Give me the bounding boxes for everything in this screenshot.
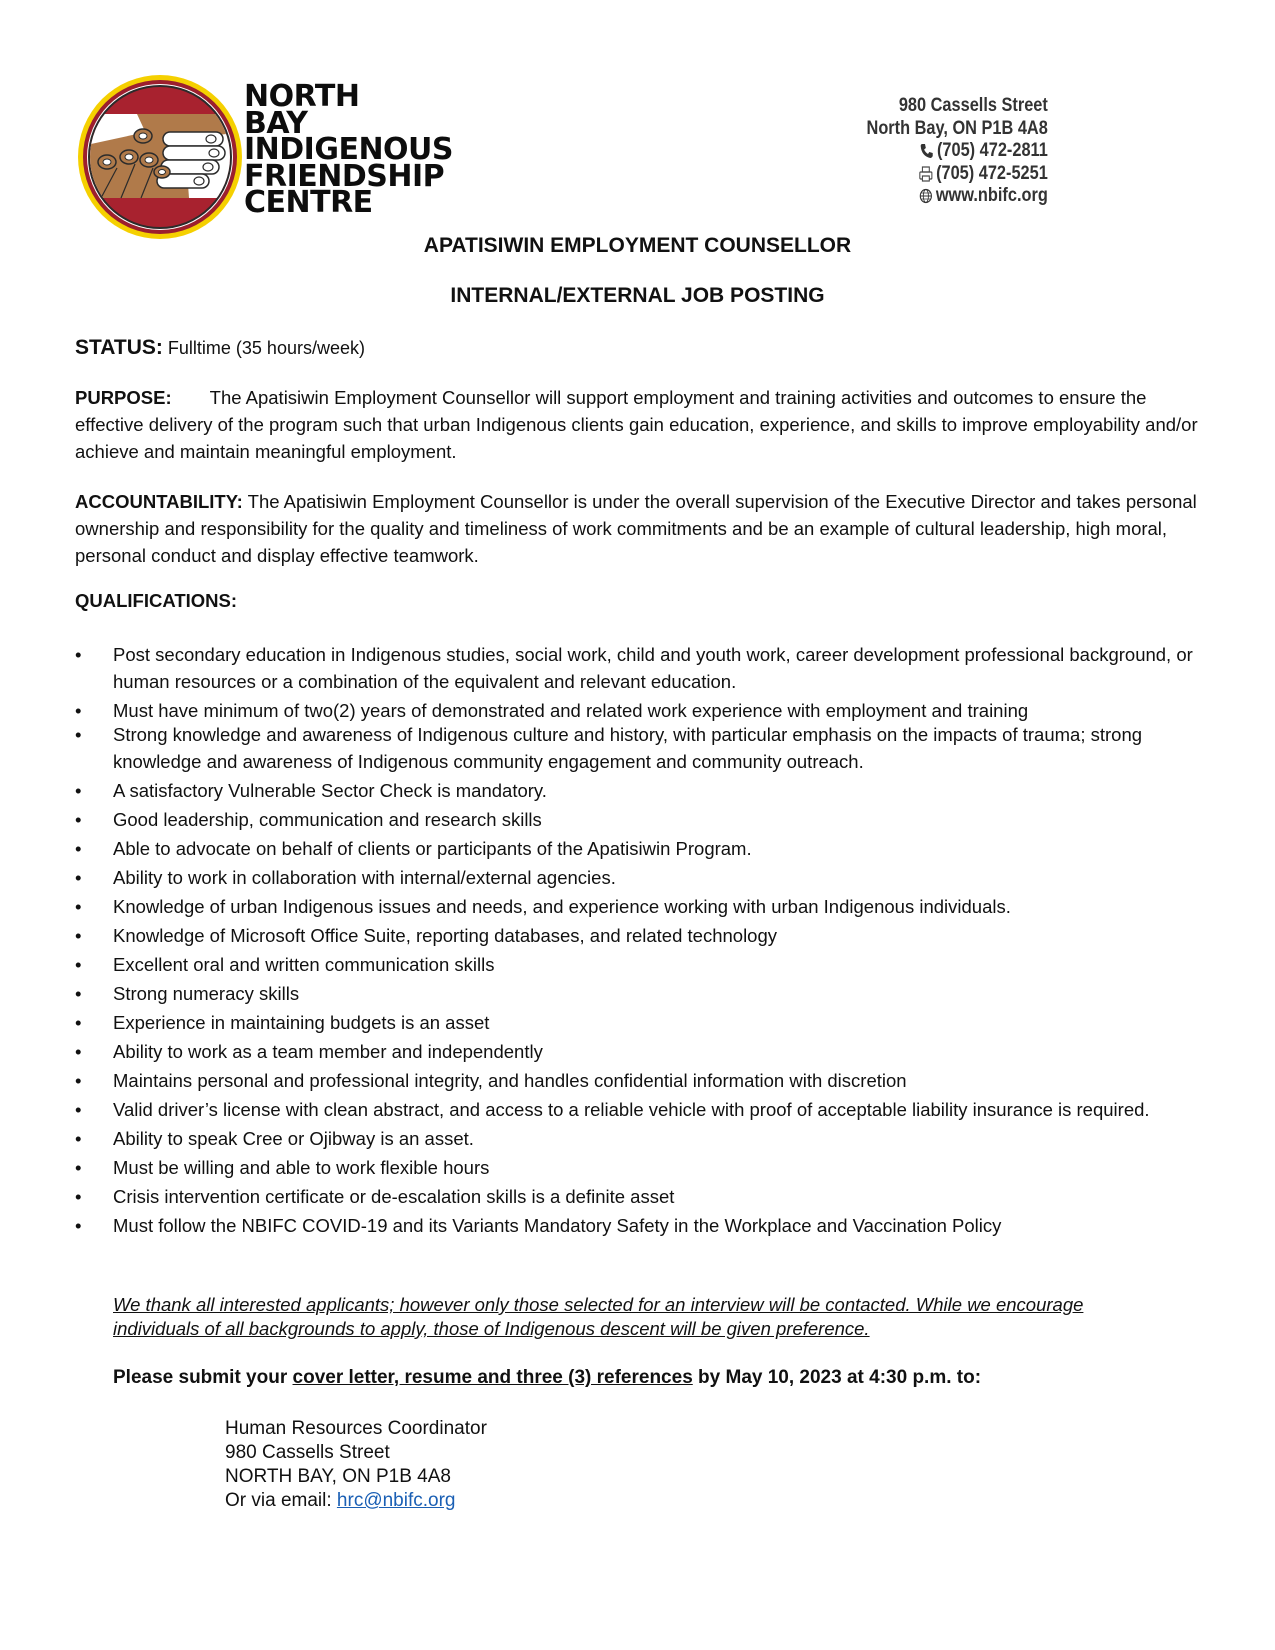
bullet-icon: •: [75, 954, 82, 975]
qualification-text: Ability to work as a team member and independently: [113, 1041, 543, 1062]
contact-city: North Bay, ON P1B 4A8: [866, 117, 1048, 139]
bullet-icon: •: [75, 867, 82, 888]
contact-phone: (705) 472-2811: [937, 140, 1048, 161]
bullet-icon: •: [75, 644, 82, 665]
qualification-text: Able to advocate on behalf of clients or participants of the Apatisiwin Program.: [113, 838, 752, 859]
bullet-icon: •: [75, 1157, 82, 1178]
qualification-text: Must be willing and able to work flexible hours: [113, 1157, 490, 1178]
submit-instructions: [113, 1367, 981, 1389]
qualification-text: Knowledge of Microsoft Office Suite, reporting databases, and related technology: [113, 925, 778, 946]
list-item: [75, 980, 1205, 1007]
address-street: 980 Cassells Street: [225, 1442, 390, 1463]
qualification-text: Strong knowledge and awareness of Indigenous culture and history, with particular emphasis on the impacts of trauma; strong knowledge and awareness of Indigenous community engagement and community outreach.: [113, 724, 1143, 772]
bullet-icon: •: [75, 780, 82, 801]
list-item: [75, 835, 1205, 862]
org-name-line: FRIENDSHIP: [244, 158, 445, 194]
address-email-row: [225, 1489, 487, 1513]
purpose-label: PURPOSE:: [75, 387, 172, 408]
qualification-text: Must have minimum of two(2) years of demonstrated and related work experience with employment and training: [113, 700, 1029, 721]
list-item: [75, 1009, 1205, 1036]
purpose-text: The Apatisiwin Employment Counsellor will support employment and training activities and outcomes to ensure the effective delivery of the program such that urban Indigenous clients gain education, experience, and skills to improve employability and/or achieve and maintain meaningful employment.: [75, 387, 1198, 462]
qualification-text: Post secondary education in Indigenous studies, social work, child and youth work, career development professional background, or human resources or a combination of the equivalent and relevant education.: [113, 644, 1193, 692]
qualification-text: Good leadership, communication and research skills: [113, 809, 542, 830]
fax-icon: [919, 166, 933, 182]
contact-website[interactable]: www.nbifc.org: [936, 185, 1048, 206]
mailing-address: [225, 1417, 487, 1513]
bullet-icon: •: [75, 700, 82, 721]
submit-deadline: by May 10, 2023 at 4:30 p.m. to:: [692, 1367, 982, 1388]
phone-icon: [920, 143, 934, 159]
org-name: [244, 79, 454, 220]
contact-street: 980 Cassells Street: [899, 95, 1048, 116]
address-city: NORTH BAY, ON P1B 4A8: [225, 1466, 451, 1487]
bullet-icon: •: [75, 724, 82, 745]
list-item: [75, 697, 1205, 724]
org-name-line: CENTRE: [244, 185, 373, 220]
qualification-text: Strong numeracy skills: [113, 983, 300, 1004]
bullet-icon: •: [75, 925, 82, 946]
contact-fax-row: [867, 163, 1048, 186]
email-link[interactable]: hrc@nbifc.org: [336, 1490, 456, 1511]
bullet-icon: •: [75, 1070, 82, 1091]
org-name-line: NORTH: [244, 79, 360, 114]
list-item: [75, 641, 1205, 695]
list-item: [75, 777, 1205, 804]
purpose-section: [75, 384, 1205, 465]
list-item: [75, 806, 1205, 833]
posting-type: INTERNAL/EXTERNAL JOB POSTING: [450, 284, 825, 307]
bullet-icon: •: [75, 1041, 82, 1062]
contact-fax: (705) 472-5251: [936, 162, 1048, 184]
job-title: APATISIWIN EMPLOYMENT COUNSELLOR: [423, 234, 852, 257]
contact-phone-row: [867, 140, 1048, 163]
qualification-text: Excellent oral and written communication skills: [113, 954, 495, 975]
address-recipient: Human Resources Coordinator: [225, 1418, 487, 1439]
qualifications-heading: QUALIFICATIONS:: [75, 590, 238, 611]
contact-website-row: [867, 185, 1048, 208]
list-item: [75, 864, 1205, 891]
contact-block: [867, 95, 1048, 208]
bullet-icon: •: [75, 838, 82, 859]
bullet-icon: •: [75, 1012, 82, 1033]
list-item: [75, 721, 1205, 775]
org-name-line: BAY: [244, 105, 308, 141]
bullet-icon: •: [75, 983, 82, 1004]
bullet-icon: •: [75, 1128, 82, 1149]
bullet-icon: •: [75, 896, 82, 917]
list-item: [75, 1154, 1205, 1181]
disclaimer-note: We thank all interested applicants; however only those selected for an interview will be contacted. While we encourage individuals of all backgrounds to apply, those of Indigenous descent will be given preference.: [113, 1294, 1084, 1339]
status-value: Fulltime (35 hours/week): [167, 338, 365, 358]
qualification-text: A satisfactory Vulnerable Sector Check is mandatory.: [113, 780, 547, 801]
qualification-text: Maintains personal and professional integrity, and handles confidential information with discretion: [113, 1070, 907, 1091]
list-item: [75, 922, 1205, 949]
qualification-text: Must follow the NBIFC COVID-19 and its Variants Mandatory Safety in the Workplace and Vaccination Policy: [113, 1215, 1002, 1236]
submit-documents: cover letter, resume and three (3) references: [292, 1367, 693, 1388]
list-item: [75, 951, 1205, 978]
status-section: [75, 336, 365, 360]
qualification-text: Knowledge of urban Indigenous issues and needs, and experience working with urban Indigenous individuals.: [113, 896, 1011, 917]
org-logo: [77, 74, 243, 240]
accountability-section: [75, 488, 1205, 569]
qualification-text: Valid driver’s license with clean abstract, and access to a reliable vehicle with proof of acceptable liability insurance is required.: [113, 1099, 1150, 1120]
org-name-line: INDIGENOUS: [244, 132, 454, 167]
bullet-icon: •: [75, 1099, 82, 1120]
accountability-text: The Apatisiwin Employment Counsellor is under the overall supervision of the Executive Director and takes personal ownership and responsibility for the quality and timeliness of work commitments and be an example of cultural leadership, high moral, personal conduct and display effective teamwork.: [75, 491, 1197, 566]
bullet-icon: •: [75, 809, 82, 830]
qualification-text: Ability to work in collaboration with internal/external agencies.: [113, 867, 616, 888]
submit-prefix: Please submit your: [113, 1367, 293, 1388]
bullet-icon: •: [75, 1215, 82, 1236]
list-item: [75, 1067, 1205, 1094]
status-label: STATUS:: [75, 336, 163, 359]
qualification-text: Ability to speak Cree or Ojibway is an asset.: [113, 1128, 474, 1149]
list-item: [75, 1212, 1205, 1239]
qualifications-list: [75, 641, 1205, 1241]
accountability-label: ACCOUNTABILITY:: [75, 491, 243, 512]
bullet-icon: •: [75, 1186, 82, 1207]
list-item: [75, 893, 1205, 920]
qualification-text: Experience in maintaining budgets is an asset: [113, 1012, 490, 1033]
qualification-text: Crisis intervention certificate or de-escalation skills is a definite asset: [113, 1186, 675, 1207]
list-item: [75, 1183, 1205, 1210]
email-prefix: Or via email:: [225, 1490, 337, 1511]
list-item: [75, 1096, 1205, 1123]
list-item: [75, 1125, 1205, 1152]
globe-icon: [919, 188, 933, 204]
list-item: [75, 1038, 1205, 1065]
